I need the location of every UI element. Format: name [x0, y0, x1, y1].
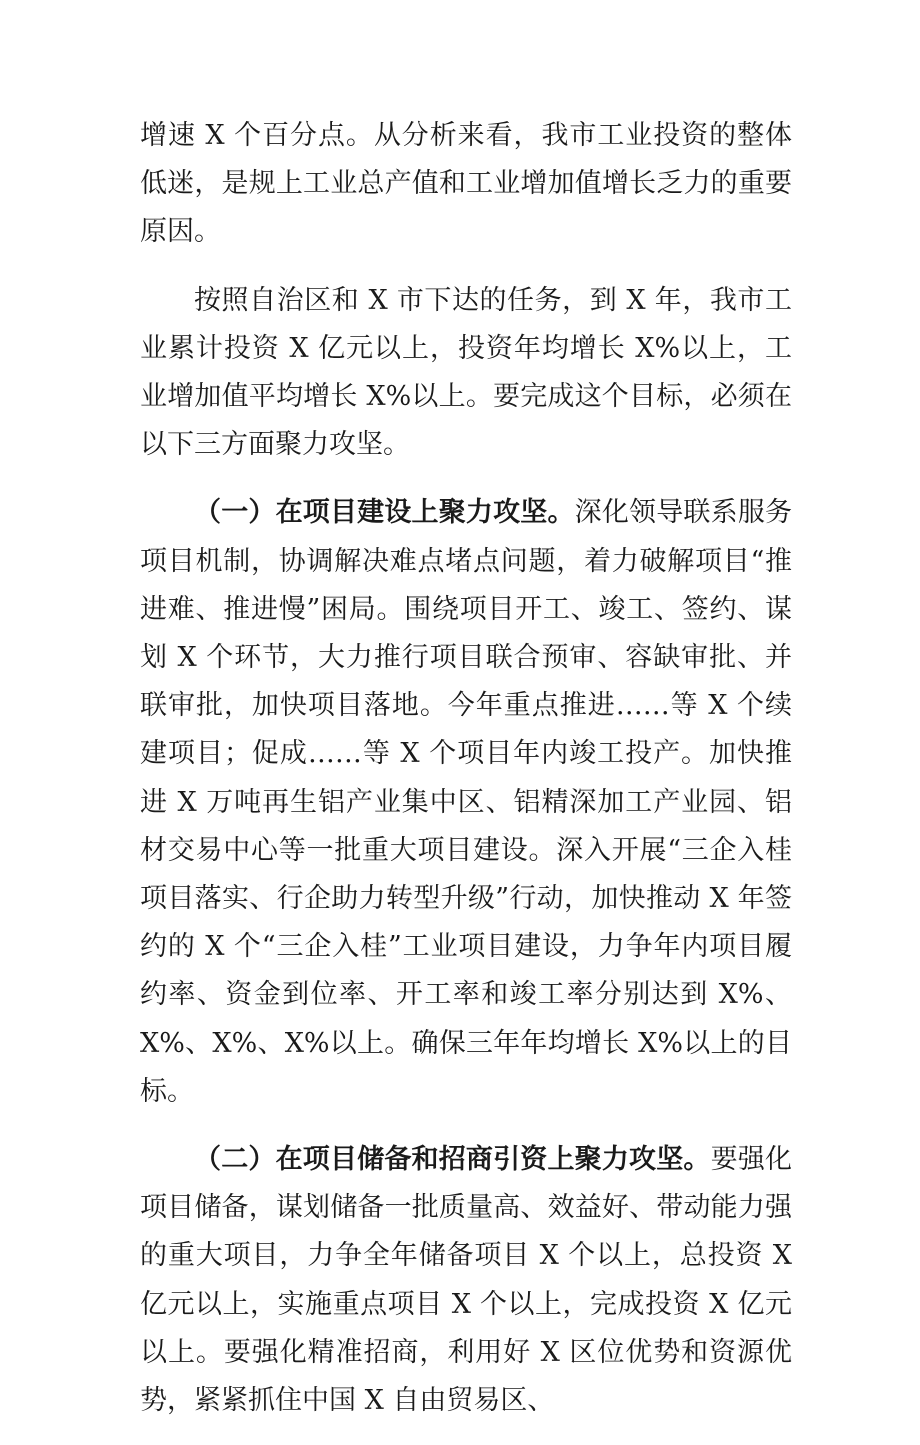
document-body [140, 112, 792, 1445]
paragraph-project-construction [140, 489, 792, 1116]
paragraph-continuation [140, 112, 792, 257]
paragraph-targets [140, 277, 792, 470]
paragraph-project-reserve [140, 1136, 792, 1425]
paragraph-heading: （一）在项目建设上聚力攻坚。 [194, 497, 575, 529]
paragraph-text: 要强化项目储备，谋划储备一批质量高、效益好、带动能力强的重大项目，力争全年储备项目 X 个以上，总投资 X 亿元以上，实施重点项目 X 个以上，完成投资 X 亿元以上。要强化精准招商，利用好 X 区位优势和资源优势，紧紧抓住中国 X 自由贸易区、 [140, 1144, 793, 1417]
paragraph-text: 按照自治区和 X 市下达的任务，到 X 年，我市工业累计投资 X 亿元以上，投资年均增长 X%以上，工业增加值平均增长 X%以上。要完成这个目标，必须在以下三方面聚力攻坚。 [140, 284, 792, 461]
paragraph-text: 深化领导联系服务项目机制，协调解决难点堵点问题，着力破解项目“推进难、推进慢”困局。围绕项目开工、竣工、签约、谋划 X 个环节，大力推行项目联合预审、容缺审批、并联审批，加快项目落地。今年重点推进……等 X 个续建项目；促成……等 X 个项目年内竣工投产。加快推进 X 万吨再生铝产业集中区、铝精深加工产业园、铝材交易中心等一批重大项目建设。深入开展“三企入桂项目落实、行企助力转型升级”行动，加快推动 X 年签约的 X 个“三企入桂”工业项目建设，力争年内项目履约率、资金到位率、开工率和竣工率分别达到 X%、X%、X%、X%以上。确保三年年均增长 X%以上的目标。 [140, 497, 793, 1107]
paragraph-text: 增速 X 个百分点。从分析来看，我市工业投资的整体低迷，是规上工业总产值和工业增加值增长乏力的重要原因。 [140, 120, 792, 248]
paragraph-heading: （二）在项目储备和招商引资上聚力攻坚。 [194, 1144, 711, 1176]
